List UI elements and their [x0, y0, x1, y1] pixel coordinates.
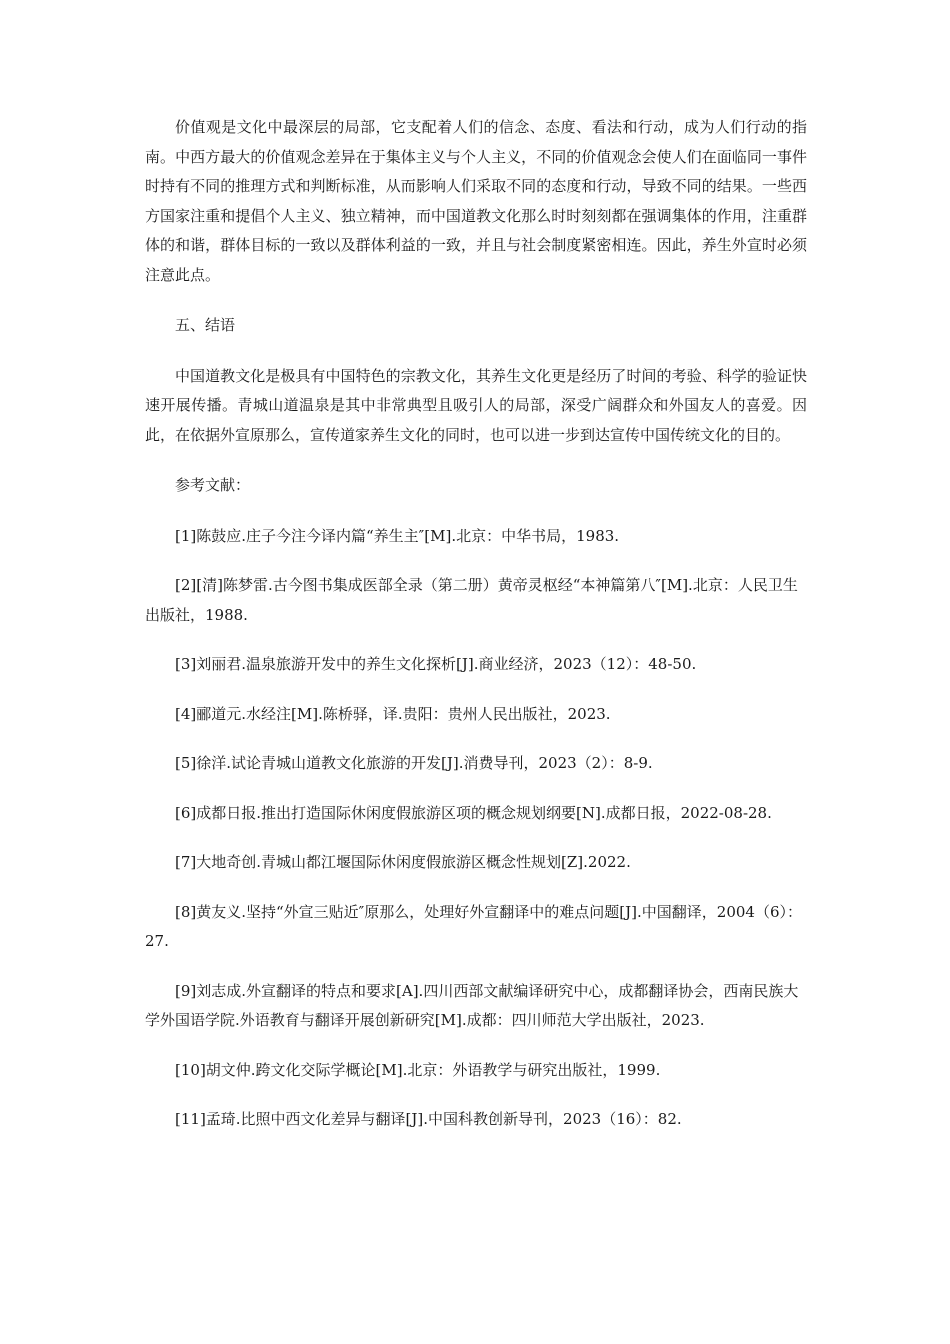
paragraph-values: 价值观是文化中最深层的局部，它支配着人们的信念、态度、看法和行动，成为人们行动的指南。中西方最大的价值观念差异在于集体主义与个人主义，不同的价值观念会使人们在面临同一事件时持有不同的推理方式和判断标准，从而影响人们采取不同的态度和行动，导致不同的结果。一些西方国家注重和提倡个人主义、独立精神，而中国道教文化那么时时刻刻都在强调集体的作用，注重群体的和谐，群体目标的一致以及群体利益的一致，并且与社会制度紧密相连。因此，养生外宣时必须注意此点。: [145, 118, 807, 284]
reference-item-9: [9]刘志成.外宣翻译的特点和要求[A].四川西部文献编译研究中心，成都翻译协会，西南民族大学外国语学院.外语教育与翻译开展创新研究[M].成都：四川师范大学出版社，2023.: [145, 981, 799, 1029]
reference-item-1: [1]陈鼓应.庄子今注今译内篇“养生主″[M].北京：中华书局，1983.: [175, 526, 620, 545]
reference-item-5: [5]徐洋.试论青城山道教文化旅游的开发[J].消费导刊，2023（2）：8-9.: [175, 754, 653, 772]
paragraph-conclusion: 中国道教文化是极具有中国特色的宗教文化，其养生文化更是经历了时间的考验、科学的验证快速开展传播。青城山道温泉是其中非常典型且吸引人的局部，深受广阔群众和外国友人的喜爱。因此，在依据外宣原那么，宣传道家养生文化的同时，也可以进一步到达宣传中国传统文化的目的。: [145, 366, 807, 444]
reference-item-7: [7]大地奇创.青城山都江堰国际休闲度假旅游区概念性规划[Z].2022.: [175, 853, 631, 871]
reference-item-4: [4]郦道元.水经注[M].陈桥驿，译.贵阳：贵州人民出版社，2023.: [175, 704, 611, 723]
reference-item-6: [6]成都日报.推出打造国际休闲度假旅游区项的概念规划纲要[N].成都日报，2022-08-28.: [175, 803, 772, 822]
reference-item-2: [2][清]陈梦雷.古今图书集成医部全录（第二册）黄帝灵枢经“本神篇第八″[M].北京：人民卫生出版社，1988.: [145, 576, 798, 624]
section-heading-conclusion: 五、结语: [175, 316, 236, 334]
reference-item-3: [3]刘丽君.温泉旅游开发中的养生文化探析[J].商业经济，2023（12）：48-50.: [175, 655, 697, 673]
references-list: [145, 522, 807, 1135]
references-heading: 参考文献：: [175, 476, 251, 494]
reference-item-10: [10]胡文仲.跨文化交际学概论[M].北京：外语教学与研究出版社，1999.: [175, 1060, 661, 1079]
reference-item-8: [8]黄友义.坚持“外宣三贴近″原那么，处理好外宣翻译中的难点问题[J].中国翻译，2004（6）：27.: [145, 902, 802, 950]
reference-item-11: [11]孟琦.比照中西文化差异与翻译[J].中国科教创新导刊，2023（16）：82.: [175, 1110, 682, 1128]
page-content: [145, 113, 807, 1155]
